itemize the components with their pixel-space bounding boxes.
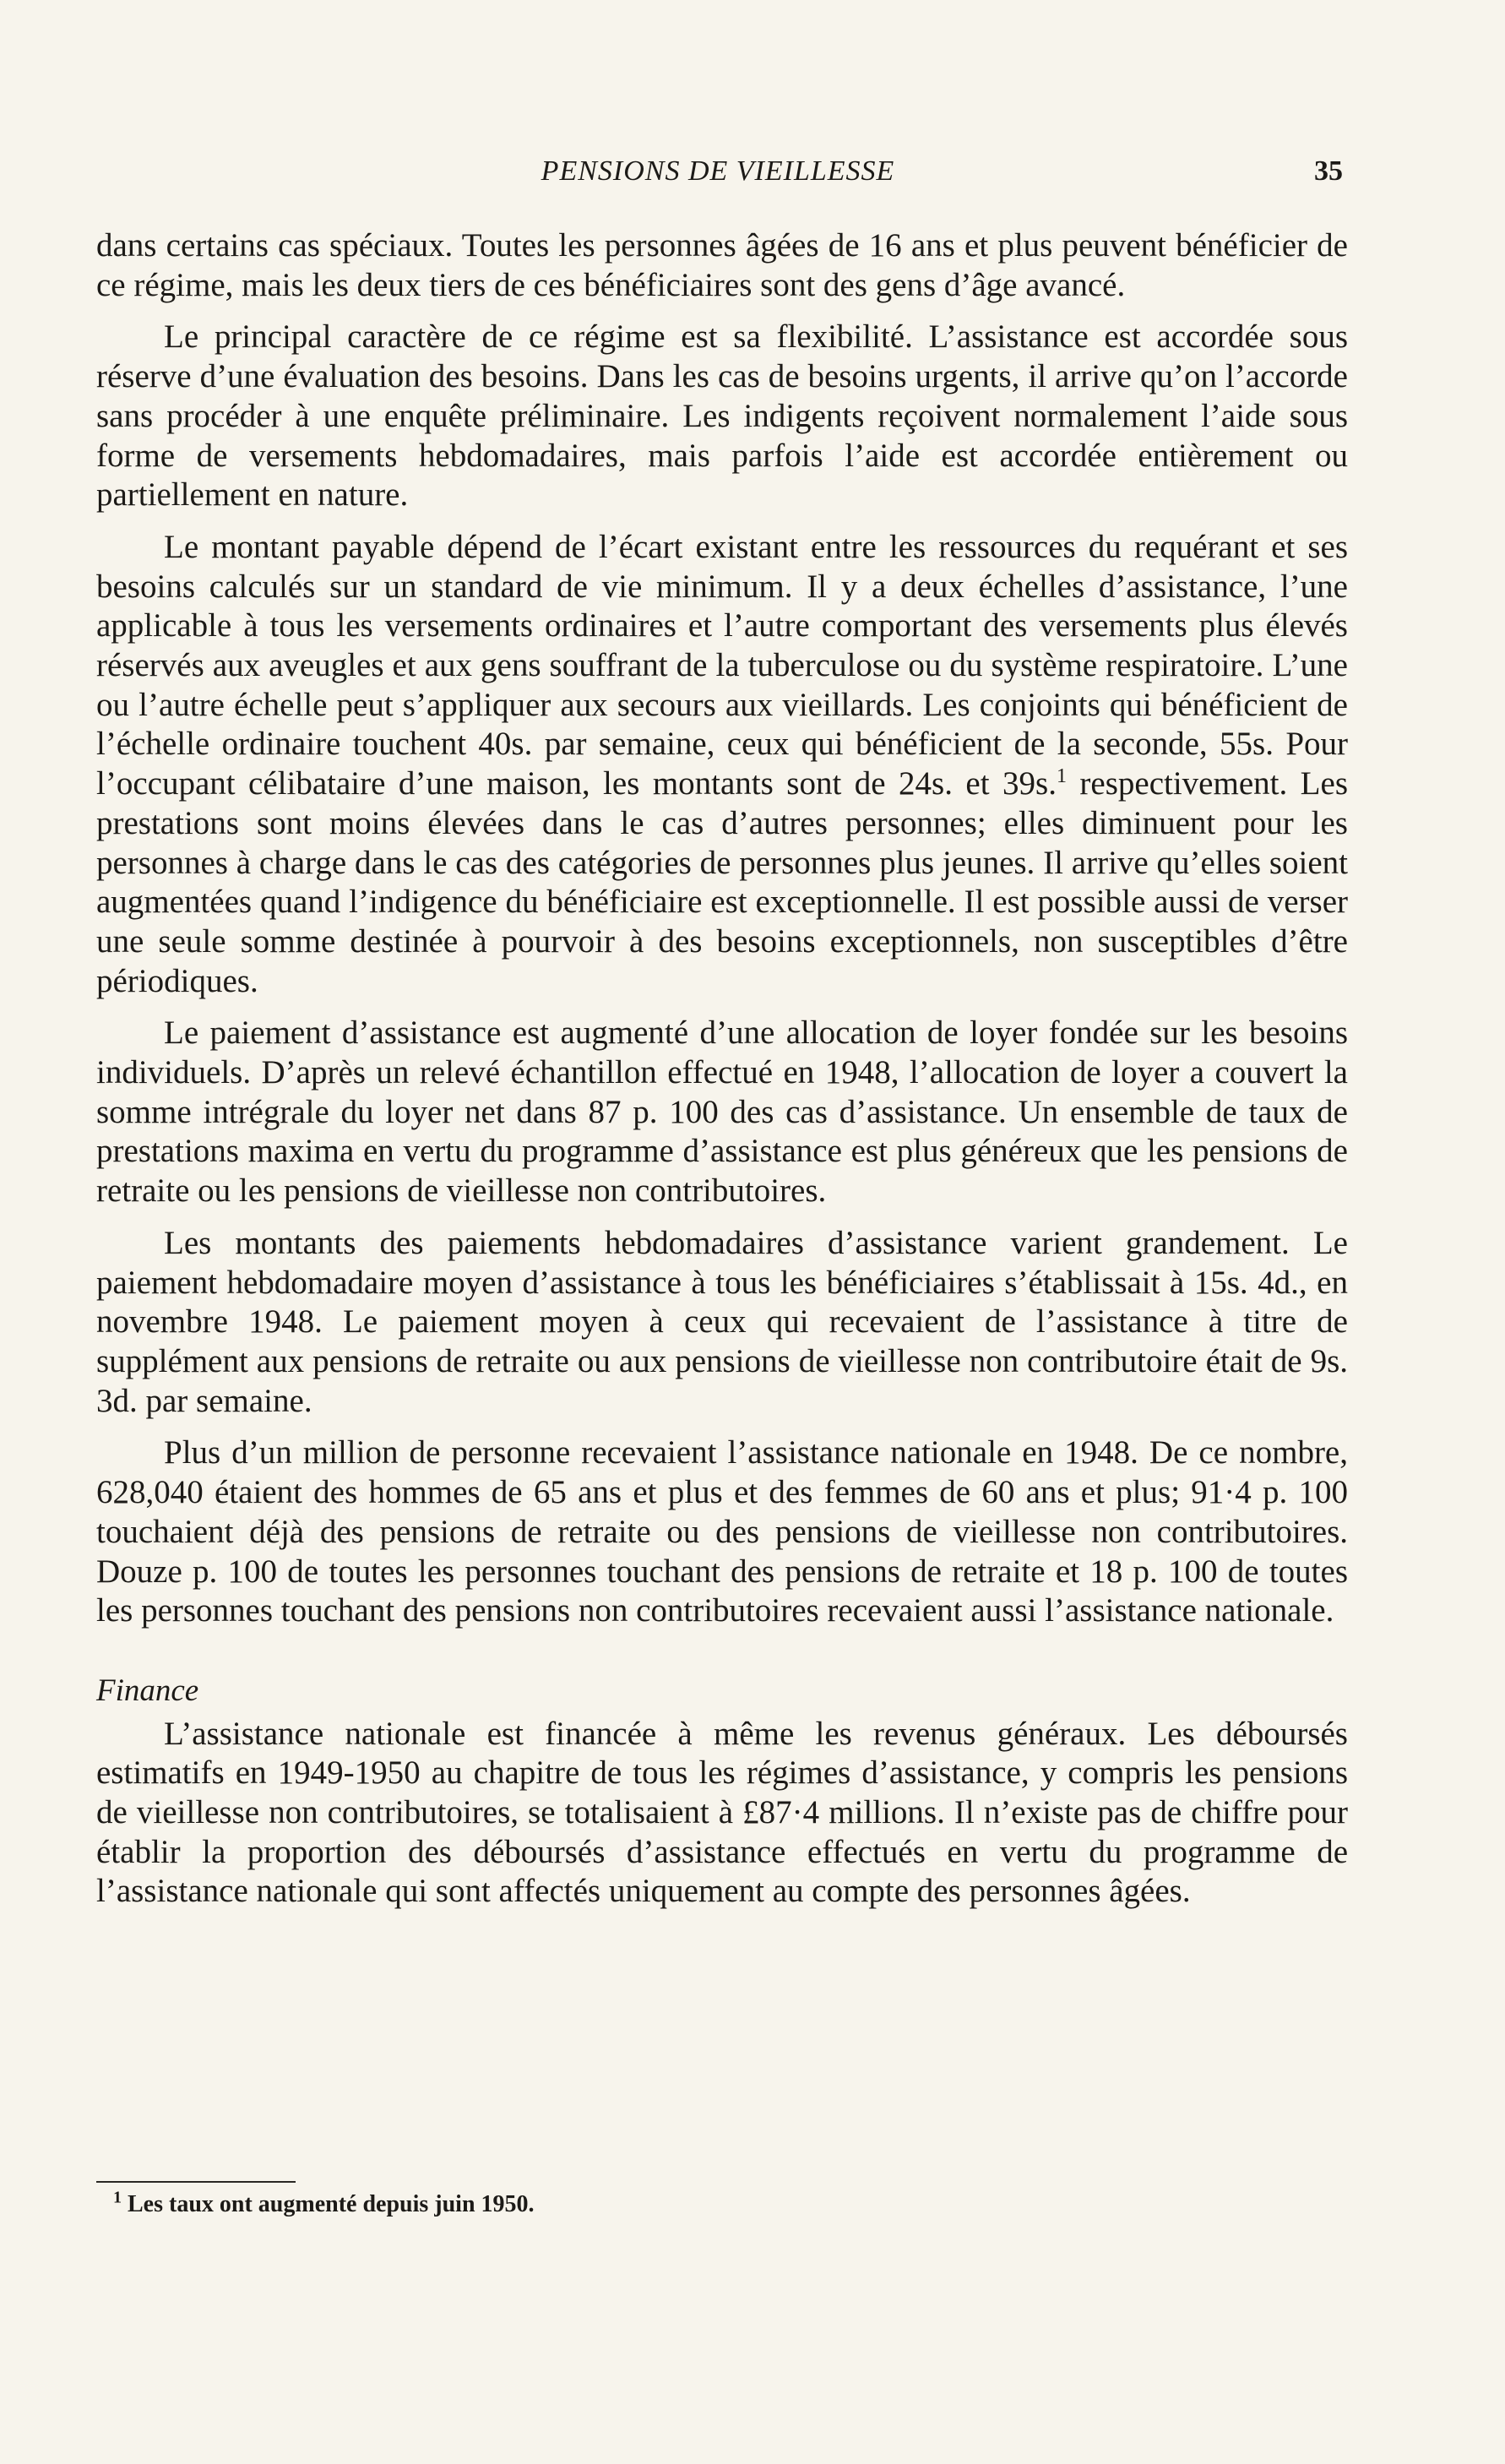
paragraph-payable-amount bbox=[96, 528, 1348, 1001]
footnote-marker: 1 bbox=[113, 2188, 122, 2207]
footnote-text: Les taux ont augmenté depuis juin 1950. bbox=[122, 2191, 535, 2217]
paragraph-text: respectivement. Les prestations sont moins élevées dans le cas d’autres personnes; elles diminuent pour les personnes à charge dans le cas des catégories de personnes plus jeunes. Il arrive qu’elles soient augmentées quand l’indigence du bénéficiaire est exceptionnelle. Il est possible aussi de verser une seule somme destinée à pourvoir à des besoins exceptionnels, non susceptibles d’être périodiques. bbox=[96, 765, 1348, 999]
section-heading-text: Finance bbox=[96, 1673, 199, 1708]
section-heading-finance bbox=[96, 1672, 1348, 1711]
paragraph-text: Le montant payable dépend de l’écart existant entre les ressources du requérant et ses besoins calculés sur un standard de vie minimum. Il y a deux échelles d’assistance, l’une applicable à tous les versements ordinaires et l’autre comportant des versements plus élevés réservés aux aveugles et aux gens souffrant de la tuberculose ou du système respiratoire. L’une ou l’autre échelle peut s’appliquer aux secours aux vieillards. Les conjoints qui bénéficient de l’échelle ordinaire touchent 40s. par semaine, ceux qui bénéficient de la seconde, 55s. Pour l’occupant célibataire d’une maison, les montants sont de 24s. et 39s. bbox=[96, 528, 1348, 802]
paragraph-recipients: Plus d’un million de personne recevaient l’assistance nationale en 1948. De ce nombre, 628,040 étaient des hommes de 65 ans et plus et des femmes de 60 ans et plus; 91·4 p. 100 touchaient déjà des pensions de retraite ou des pensions de vieillesse non contributoires. Douze p. 100 de toutes les personnes touchant des pensions de retraite et 18 p. 100 de toutes les personnes touchant des pensions non contributoires recevaient aussi l’assistance nationale. bbox=[96, 1434, 1348, 1629]
body-text bbox=[96, 226, 1348, 1912]
page-number: 35 bbox=[1314, 155, 1343, 187]
running-header bbox=[93, 155, 1343, 198]
running-title: PENSIONS DE VIEILLESSE bbox=[541, 155, 895, 187]
paragraph-weekly-payments: Les montants des paiements hebdomadaires d’assistance varient grandement. Le paiement hebdomadaire moyen d’assistance à tous les bénéficiaires s’établissait à 15s. 4d., en novembre 1948. Le paiement moyen à ceux qui recevaient de l’assistance à titre de supplément aux pensions de retraite ou aux pensions de vieillesse non contributoire était de 9s. 3d. par semaine. bbox=[96, 1224, 1348, 1419]
paragraph-rent-allowance: Le paiement d’assistance est augmenté d’une allocation de loyer fondée sur les besoins individuels. D’après un relevé échantillon effectué en 1948, l’allocation de loyer a couvert la somme intrégrale du loyer net dans 87 p. 100 des cas d’assistance. Un ensemble de taux de prestations maxima en vertu du programme d’assistance est plus généreux que les pensions de retraite ou les pensions de vieillesse non contributoires. bbox=[96, 1014, 1348, 1210]
footnote bbox=[113, 2189, 535, 2220]
paragraph-finance: L’assistance nationale est financée à même les revenus généraux. Les déboursés estimatifs en 1949-1950 au chapitre de tous les régimes d’assistance, y compris les pensions de vieillesse non contributoires, se totalisaient à £87·4 millions. Il n’existe pas de chiffre pour établir la proportion des déboursés d’assistance effectués en vertu du programme de l’assistance nationale qui sont affectés uniquement au compte des personnes âgées. bbox=[96, 1715, 1348, 1910]
footnote-reference: 1 bbox=[1056, 765, 1067, 788]
paragraph-flexibility: Le principal caractère de ce régime est sa flexibilité. L’assistance est accordée sous réserve d’une évaluation des besoins. Dans les cas de besoins urgents, il arrive qu’on l’accorde sans procéder à une enquête préliminaire. Les indigents reçoivent normalement l’aide sous forme de versements hebdomadaires, mais parfois l’aide est accordée entièrement ou partiellement en nature. bbox=[96, 318, 1348, 514]
paragraph-continuation: dans certains cas spéciaux. Toutes les personnes âgées de 16 ans et plus peuvent bénéficier de ce régime, mais les deux tiers de ces bénéficiaires sont des gens d’âge avancé. bbox=[96, 227, 1348, 303]
footnote-divider bbox=[96, 2181, 296, 2183]
